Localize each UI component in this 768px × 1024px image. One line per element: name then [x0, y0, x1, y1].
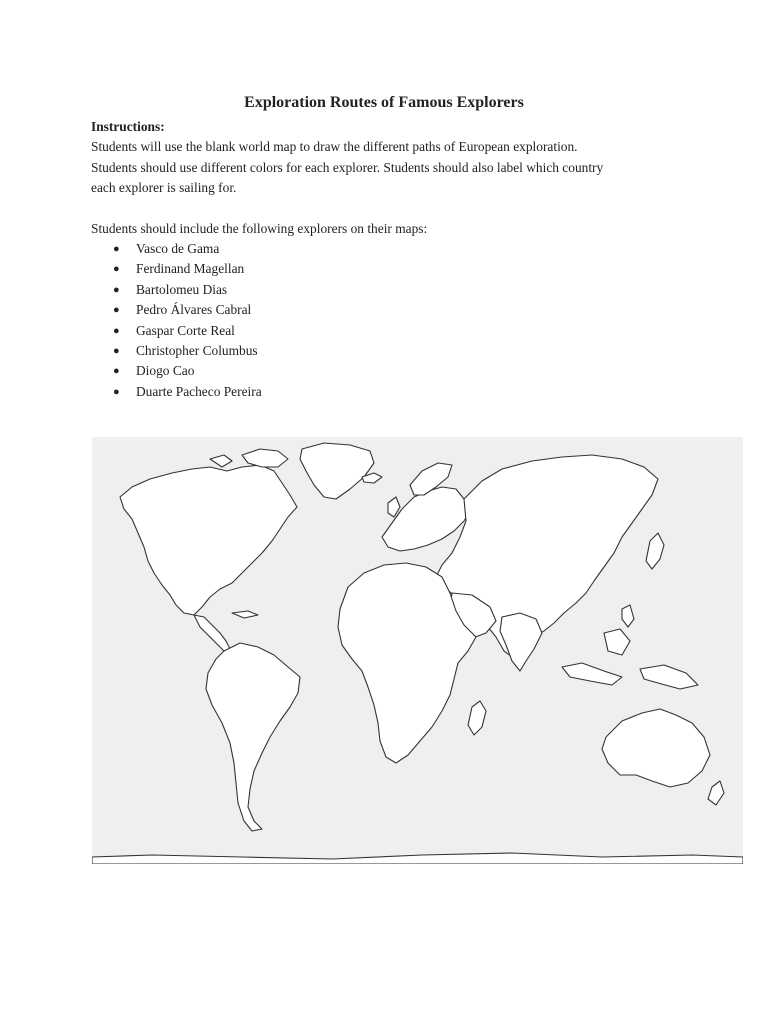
japan-shape: [646, 533, 664, 569]
new-guinea-shape: [640, 665, 698, 689]
explorers-intro: Students should include the following explorers on their maps:: [91, 220, 428, 236]
central-america-shape: [194, 615, 230, 651]
south-america-shape: [206, 643, 300, 831]
list-item: ● Ferdinand Magellan: [91, 259, 691, 279]
arctic-islands-shape: [242, 449, 288, 467]
blank-world-map: [92, 437, 743, 864]
list-item: ● Gaspar Corte Real: [91, 321, 691, 341]
north-america-shape: [120, 465, 297, 615]
india-shape: [500, 613, 542, 671]
antarctica-shape: [92, 853, 743, 864]
madagascar-shape: [468, 701, 486, 735]
greenland-shape: [300, 443, 374, 499]
instructions-heading: Instructions:: [91, 119, 165, 134]
instructions-line-3: each explorer is sailing for.: [91, 180, 237, 196]
australia-shape: [602, 709, 710, 787]
page-title: Exploration Routes of Famous Explorers: [244, 94, 524, 111]
borneo-shape: [604, 629, 630, 655]
list-item: ● Diogo Cao: [91, 361, 691, 381]
new-zealand-shape: [708, 781, 724, 805]
world-map-icon: [92, 437, 743, 864]
southeast-asia-islands-shape: [562, 663, 622, 685]
list-item: ● Vasco de Gama: [91, 239, 691, 259]
paragraph-gap: [91, 199, 691, 219]
explorer-list: [91, 239, 691, 402]
caribbean-islands-shape: [232, 611, 258, 618]
list-item: ● Pedro Álvares Cabral: [91, 300, 691, 320]
instructions-line-1: Students will use the blank world map to draw the different paths of European exploration.: [91, 139, 578, 155]
europe-shape: [382, 487, 470, 551]
list-item: ● Christopher Columbus: [91, 341, 691, 361]
list-item: ● Duarte Pacheco Pereira: [91, 382, 691, 402]
philippines-shape: [622, 605, 634, 627]
worksheet-content: [91, 117, 691, 402]
instructions-line-2: Students should use different colors for each explorer. Students should also label which country: [91, 159, 604, 175]
arctic-island-2-shape: [210, 455, 232, 467]
list-item: ● Bartolomeu Dias: [91, 280, 691, 300]
